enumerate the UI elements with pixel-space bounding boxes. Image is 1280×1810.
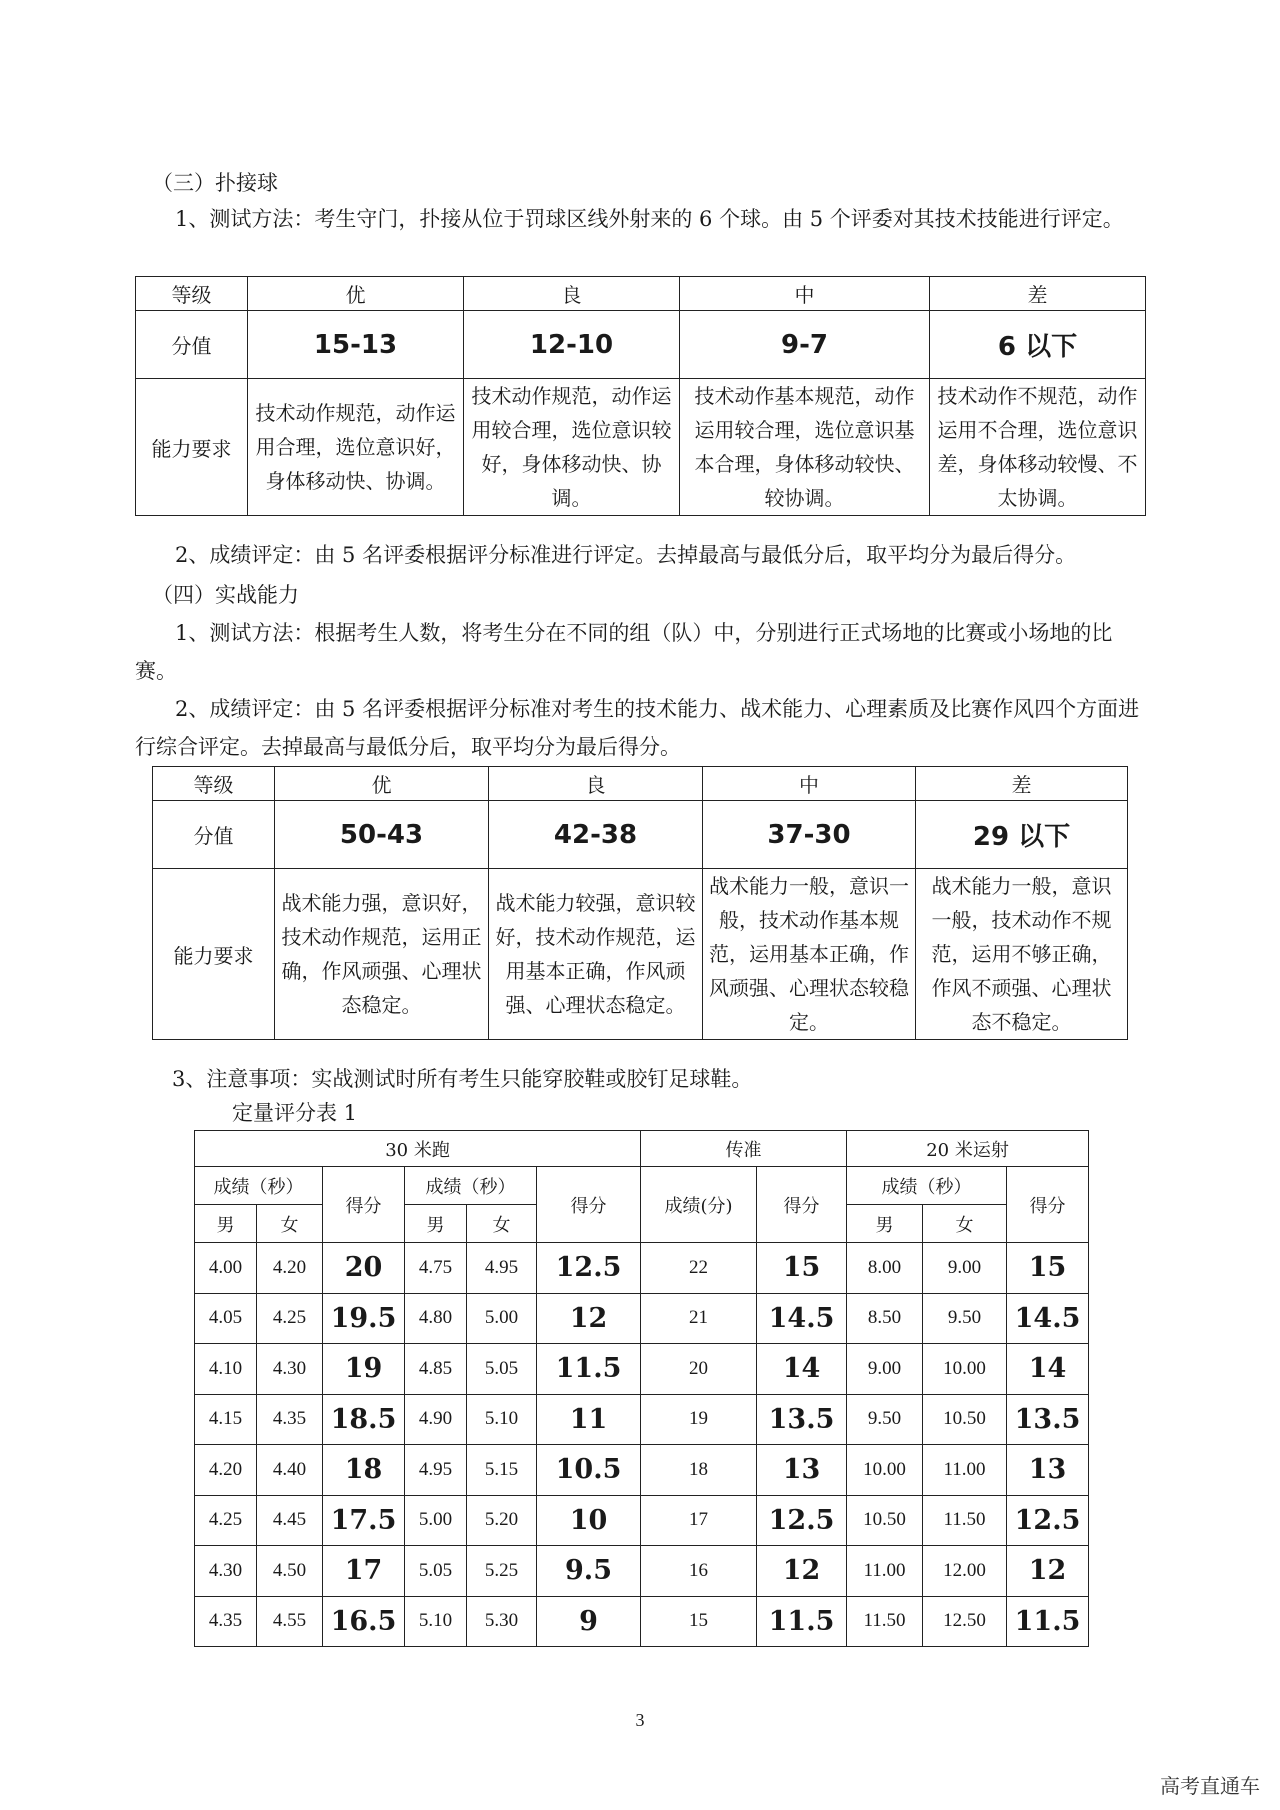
result-cell: 8.00 — [847, 1243, 923, 1294]
result-pts-header: 成绩(分) — [641, 1167, 757, 1243]
result-cell: 4.20 — [195, 1445, 257, 1496]
requirement-cell: 技术动作规范，动作运用合理，选位意识好，身体移动快、协调。 — [248, 379, 464, 516]
result-cell: 4.75 — [405, 1243, 467, 1294]
result-cell: 4.90 — [405, 1394, 467, 1445]
table-row — [195, 1243, 1089, 1294]
section4-heading: （四）实战能力 — [152, 583, 299, 607]
score-cell: 50-43 — [275, 801, 489, 869]
section4-evaluation: 2、成绩评定：由 5 名评委根据评分标准对考生的技术能力、战术能力、心理素质及比赛作风四个方面进行综合评定。去掉最高与最低分后，取平均分为最后得分。 — [135, 697, 1140, 759]
result-cell: 10.00 — [847, 1445, 923, 1496]
table-row — [195, 1596, 1089, 1647]
score-cell: 19.5 — [323, 1293, 405, 1344]
grade-cell: 优 — [275, 767, 489, 801]
result-cell: 4.25 — [195, 1495, 257, 1546]
result-cell: 4.25 — [257, 1293, 323, 1344]
score-label: 分值 — [153, 801, 275, 869]
result-cell: 4.85 — [405, 1344, 467, 1395]
section3-evaluation: 2、成绩评定：由 5 名评委根据评分标准进行评定。去掉最高与最低分后，取平均分为最后得分。 — [175, 543, 1077, 567]
score-cell: 18.5 — [323, 1394, 405, 1445]
result-cell: 5.15 — [467, 1445, 537, 1496]
table-row — [195, 1293, 1089, 1344]
table-header-row — [195, 1131, 1089, 1167]
male-header: 男 — [405, 1205, 467, 1243]
result-cell: 12.50 — [923, 1596, 1007, 1647]
pass-header: 传准 — [641, 1131, 847, 1167]
score-cell: 12 — [1007, 1546, 1089, 1597]
result-cell: 11.00 — [923, 1445, 1007, 1496]
score-cell: 16.5 — [323, 1596, 405, 1647]
result-cell: 5.20 — [467, 1495, 537, 1546]
requirement-label: 能力要求 — [136, 379, 248, 516]
result-cell: 4.00 — [195, 1243, 257, 1294]
requirement-cell: 战术能力一般，意识一般，技术动作基本规范，运用基本正确，作风顽强、心理状态较稳定。 — [703, 869, 916, 1040]
quant-table-body — [195, 1243, 1089, 1647]
score-cell: 17.5 — [323, 1495, 405, 1546]
table-row — [195, 1546, 1089, 1597]
result-sec-header: 成绩（秒） — [847, 1167, 1007, 1205]
score-cell: 14 — [757, 1344, 847, 1395]
page-number: 3 — [635, 1710, 645, 1730]
match-ability-table — [152, 766, 1128, 1040]
score-cell: 13.5 — [757, 1394, 847, 1445]
result-cell: 4.10 — [195, 1344, 257, 1395]
table-header-row — [195, 1167, 1089, 1205]
score-cell: 15 — [757, 1243, 847, 1294]
score-cell: 15 — [1007, 1243, 1089, 1294]
grade-label: 等级 — [153, 767, 275, 801]
result-cell: 5.10 — [467, 1394, 537, 1445]
score-cell: 29 以下 — [916, 801, 1128, 869]
section4-method: 1、测试方法：根据考生人数，将考生分在不同的组（队）中，分别进行正式场地的比赛或小场地的比赛。 — [135, 621, 1113, 683]
result-cell: 4.35 — [257, 1394, 323, 1445]
result-cell: 4.30 — [257, 1344, 323, 1395]
score-cell: 37-30 — [703, 801, 916, 869]
result-cell: 11.00 — [847, 1546, 923, 1597]
grade-cell: 优 — [248, 277, 464, 311]
result-sec-header: 成绩（秒） — [195, 1167, 323, 1205]
score-cell: 14.5 — [757, 1293, 847, 1344]
result-cell: 5.05 — [467, 1344, 537, 1395]
result-sec-header: 成绩（秒） — [405, 1167, 537, 1205]
score-cell: 12 — [537, 1293, 641, 1344]
score-cell: 20 — [323, 1243, 405, 1294]
requirement-cell: 技术动作规范，动作运用较合理，选位意识较好，身体移动快、协调。 — [464, 379, 680, 516]
result-cell: 5.00 — [405, 1495, 467, 1546]
score-cell: 11 — [537, 1394, 641, 1445]
section3-method: 1、测试方法：考生守门，扑接从位于罚球区线外射来的 6 个球。由 5 个评委对其技术技能进行评定。 — [175, 207, 1124, 231]
table-row — [195, 1344, 1089, 1395]
result-cell: 20 — [641, 1344, 757, 1395]
table-row — [195, 1495, 1089, 1546]
score-cell: 6 以下 — [930, 311, 1146, 379]
dribble20-header: 20 米运射 — [847, 1131, 1089, 1167]
score-cell: 9 — [537, 1596, 641, 1647]
male-header: 男 — [195, 1205, 257, 1243]
female-header: 女 — [257, 1205, 323, 1243]
result-cell: 10.00 — [923, 1344, 1007, 1395]
female-header: 女 — [467, 1205, 537, 1243]
score-cell: 18 — [323, 1445, 405, 1496]
score-cell: 14.5 — [1007, 1293, 1089, 1344]
score-cell: 10 — [537, 1495, 641, 1546]
requirement-cell: 技术动作基本规范，动作运用较合理，选位意识基本合理，身体移动较快、较协调。 — [680, 379, 930, 516]
result-cell: 12.00 — [923, 1546, 1007, 1597]
grade-cell: 差 — [930, 277, 1146, 311]
requirement-cell: 战术能力较强，意识较好，技术动作规范，运用基本正确，作风顽强、心理状态稳定。 — [489, 869, 703, 1040]
score-cell: 13 — [1007, 1445, 1089, 1496]
section3-heading: （三）扑接球 — [152, 171, 278, 195]
run30-header: 30 米跑 — [195, 1131, 641, 1167]
score-cell: 12-10 — [464, 311, 680, 379]
table-row — [195, 1394, 1089, 1445]
result-cell: 8.50 — [847, 1293, 923, 1344]
result-cell: 15 — [641, 1596, 757, 1647]
score-header: 得分 — [537, 1167, 641, 1243]
table-row — [136, 277, 1146, 311]
requirement-cell: 战术能力强，意识好，技术动作规范，运用正确，作风顽强、心理状态稳定。 — [275, 869, 489, 1040]
result-cell: 21 — [641, 1293, 757, 1344]
result-cell: 10.50 — [847, 1495, 923, 1546]
grade-cell: 中 — [680, 277, 930, 311]
score-cell: 12 — [757, 1546, 847, 1597]
score-cell: 11.5 — [1007, 1596, 1089, 1647]
result-cell: 16 — [641, 1546, 757, 1597]
score-label: 分值 — [136, 311, 248, 379]
table-row — [153, 801, 1128, 869]
result-cell: 19 — [641, 1394, 757, 1445]
result-cell: 4.35 — [195, 1596, 257, 1647]
result-cell: 4.45 — [257, 1495, 323, 1546]
watermark: 高考直通车 — [1160, 1774, 1260, 1798]
grade-cell: 差 — [916, 767, 1128, 801]
result-cell: 5.25 — [467, 1546, 537, 1597]
score-cell: 13 — [757, 1445, 847, 1496]
score-cell: 10.5 — [537, 1445, 641, 1496]
result-cell: 4.15 — [195, 1394, 257, 1445]
result-cell: 4.30 — [195, 1546, 257, 1597]
requirement-cell: 技术动作不规范，动作运用不合理，选位意识差，身体移动较慢、不太协调。 — [930, 379, 1146, 516]
grade-cell: 良 — [489, 767, 703, 801]
result-cell: 4.95 — [405, 1445, 467, 1496]
requirement-cell: 战术能力一般，意识一般，技术动作不规范，运用不够正确，作风不顽强、心理状态不稳定。 — [916, 869, 1128, 1040]
quant-table-caption: 定量评分表 1 — [232, 1101, 358, 1125]
score-cell: 17 — [323, 1546, 405, 1597]
result-cell: 4.55 — [257, 1596, 323, 1647]
score-cell: 12.5 — [1007, 1495, 1089, 1546]
result-cell: 4.05 — [195, 1293, 257, 1344]
score-header: 得分 — [323, 1167, 405, 1243]
result-cell: 11.50 — [847, 1596, 923, 1647]
result-cell: 9.00 — [847, 1344, 923, 1395]
male-header: 男 — [847, 1205, 923, 1243]
result-cell: 4.50 — [257, 1546, 323, 1597]
result-cell: 5.05 — [405, 1546, 467, 1597]
goalkeeping-table — [135, 276, 1146, 516]
result-cell: 9.00 — [923, 1243, 1007, 1294]
female-header: 女 — [923, 1205, 1007, 1243]
result-cell: 9.50 — [847, 1394, 923, 1445]
score-cell: 15-13 — [248, 311, 464, 379]
table-row — [136, 379, 1146, 516]
result-cell: 18 — [641, 1445, 757, 1496]
requirement-label: 能力要求 — [153, 869, 275, 1040]
score-cell: 9.5 — [537, 1546, 641, 1597]
result-cell: 10.50 — [923, 1394, 1007, 1445]
result-cell: 4.95 — [467, 1243, 537, 1294]
result-cell: 5.30 — [467, 1596, 537, 1647]
score-cell: 19 — [323, 1344, 405, 1395]
result-cell: 5.00 — [467, 1293, 537, 1344]
grade-label: 等级 — [136, 277, 248, 311]
score-cell: 12.5 — [757, 1495, 847, 1546]
table-row — [153, 869, 1128, 1040]
result-cell: 9.50 — [923, 1293, 1007, 1344]
score-cell: 13.5 — [1007, 1394, 1089, 1445]
result-cell: 11.50 — [923, 1495, 1007, 1546]
section4-notes: 3、注意事项：实战测试时所有考生只能穿胶鞋或胶钉足球鞋。 — [172, 1067, 753, 1091]
score-cell: 11.5 — [537, 1344, 641, 1395]
quant-score-table — [194, 1130, 1089, 1647]
grade-cell: 中 — [703, 767, 916, 801]
result-cell: 17 — [641, 1495, 757, 1546]
score-cell: 12.5 — [537, 1243, 641, 1294]
result-cell: 4.40 — [257, 1445, 323, 1496]
result-cell: 22 — [641, 1243, 757, 1294]
score-cell: 14 — [1007, 1344, 1089, 1395]
grade-cell: 良 — [464, 277, 680, 311]
table-row — [195, 1445, 1089, 1496]
result-cell: 4.80 — [405, 1293, 467, 1344]
result-cell: 5.10 — [405, 1596, 467, 1647]
score-header: 得分 — [757, 1167, 847, 1243]
score-cell: 9-7 — [680, 311, 930, 379]
table-row — [153, 767, 1128, 801]
result-cell: 4.20 — [257, 1243, 323, 1294]
score-cell: 42-38 — [489, 801, 703, 869]
score-cell: 11.5 — [757, 1596, 847, 1647]
table-row — [136, 311, 1146, 379]
score-header: 得分 — [1007, 1167, 1089, 1243]
